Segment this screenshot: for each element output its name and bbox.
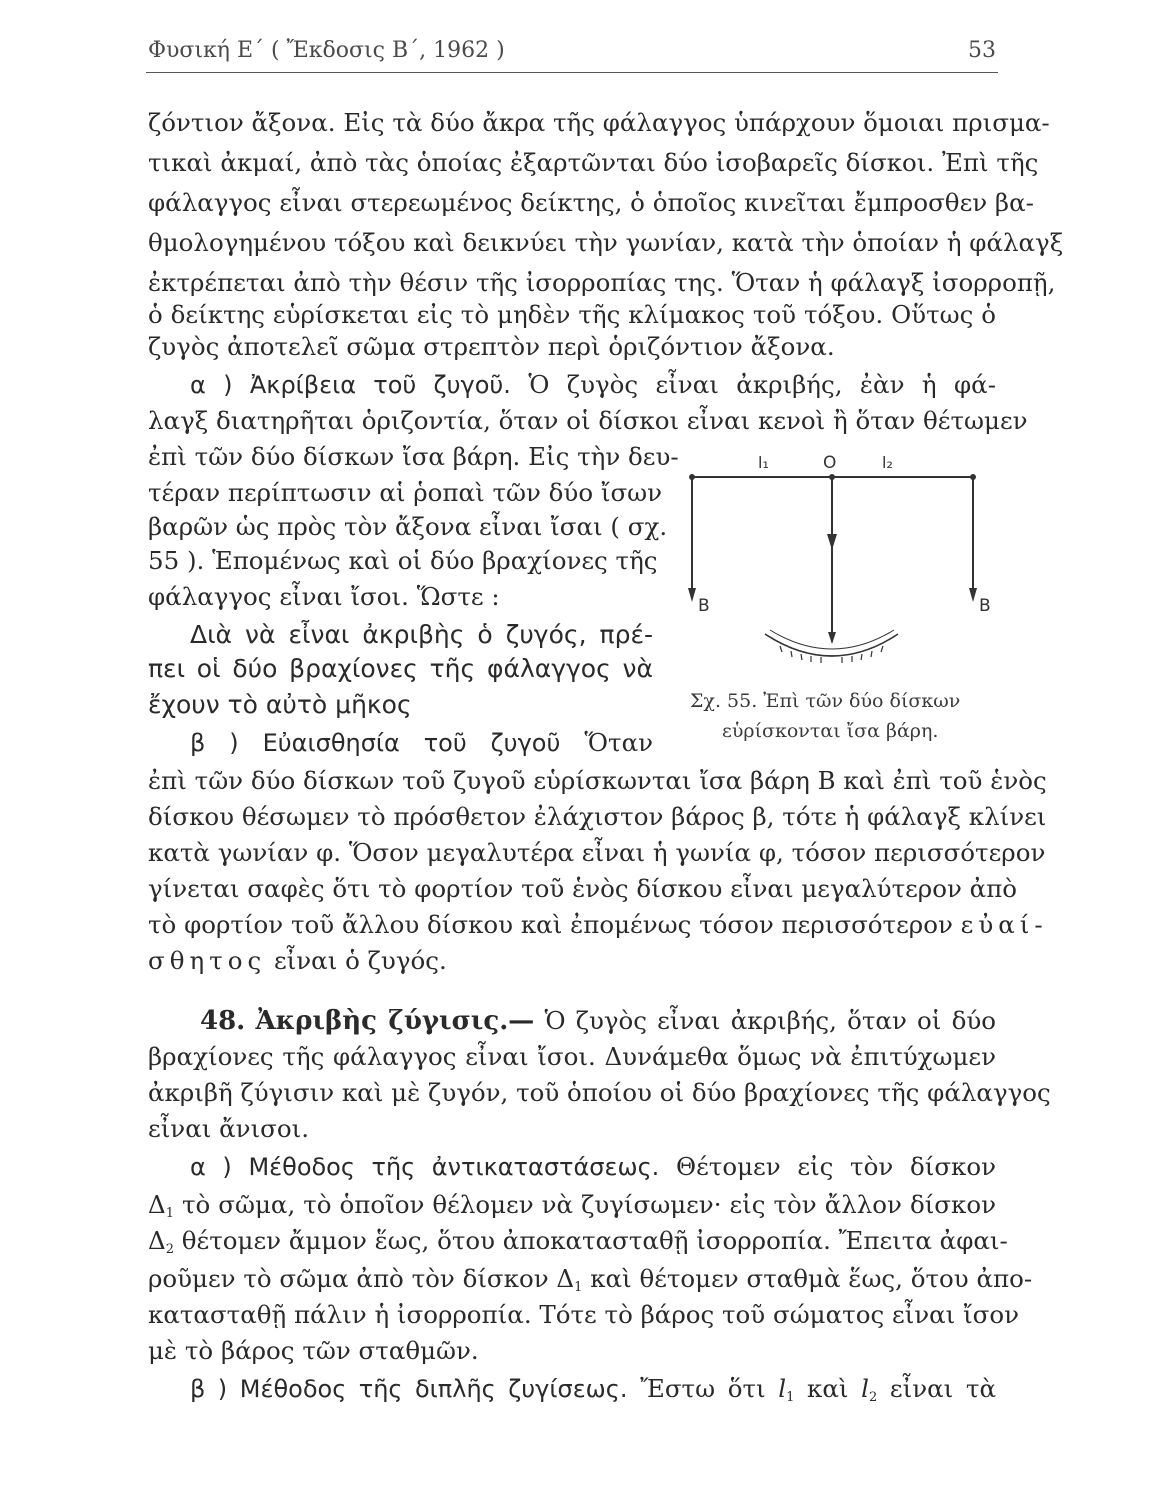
symbol-d: Δ [148, 1190, 166, 1219]
text-line: ζόντιον ἄξονα. Εἰς τὰ δύο ἄκρα τῆς φάλαγγος ὑπάρχουν ὅμοιαι πρισμα- [148, 108, 1050, 137]
label-b-left: B [698, 596, 710, 616]
right-force-arrow [969, 588, 977, 602]
subscript: 2 [165, 1242, 174, 1257]
section-48-line1-rest: Ὁ ζυγὸς εἶναι ἀκριβής, ὅταν οἱ δύο [544, 1006, 997, 1035]
left-pivot [689, 474, 695, 480]
label-b-right: B [979, 596, 991, 616]
method-a-line2: τὸ σῶμα, τὸ ὁποῖον θέλομεν νὰ ζυγίσωμεν· εἰς τὸν ἄλλον δίσκον [181, 1190, 996, 1219]
method-b-text-a: Ἔστω ὅτι [640, 1374, 766, 1403]
page-number: 53 [968, 38, 996, 63]
figure-caption-line1: Σχ. 55. Ἐπὶ τῶν δύο δίσκων [690, 690, 961, 712]
rule-line: πει οἱ δύο βραχίονες τῆς φάλαγγος νὰ [148, 654, 653, 683]
text-line: ἐπὶ τῶν δύο δίσκων τοῦ ζυγοῦ εὑρίσκωνται ἴσα βάρη Β καὶ ἐπὶ τοῦ ἑνὸς [148, 766, 1047, 795]
text-line: μὲ τὸ βάρος τῶν σταθμῶν. [148, 1336, 479, 1365]
spaced-word: εὐαί- [960, 910, 1048, 939]
text-line [148, 1188, 996, 1222]
method-b-text-b: καὶ [807, 1374, 849, 1403]
beta-final-rest: εἶναι ὁ ζυγός. [273, 946, 447, 975]
spaced-word: σθητος [148, 946, 267, 975]
text-line: φάλαγγος εἶναι ἴσοι. Ὥστε : [148, 582, 500, 611]
text-line: δίσκου θέσωμεν τὸ πρόσθετον ἐλάχιστον βάρος β, τότε ἡ φάλαγξ κλίνει [148, 802, 1047, 831]
subscript: 1 [574, 1280, 583, 1295]
method-a-marker: α ) [190, 1153, 232, 1181]
symbol-l: l [861, 1374, 869, 1403]
text-line [148, 1224, 1008, 1258]
alpha-marker: α ) [190, 371, 233, 399]
section-48-heading-line [200, 1004, 996, 1038]
beta-heading: Εὐαισθησία τοῦ ζυγοῦ [262, 729, 561, 757]
text-line: γίνεται σαφὲς ὅτι τὸ φορτίον τοῦ ἑνὸς δίσκου εἶναι μεγαλύτερον ἀπὸ [148, 874, 1018, 903]
symbol-d: Δ [556, 1264, 575, 1293]
subscript: 1 [786, 1390, 795, 1405]
beta-heading-line [190, 726, 653, 760]
rule-line: Διὰ νὰ εἶναι ἀκριβὴς ὁ ζυγός, πρέ- [190, 620, 653, 649]
text-line: ἐκτρέπεται ἀπὸ τὴν θέσιν τῆς ἰσορροπίας της. Ὅταν ἡ φάλαγξ ἰσορροπῇ, [148, 268, 1056, 297]
label-l2: l₂ [882, 453, 893, 472]
text-line: βραχίονες τῆς φάλαγγος εἶναι ἴσοι. Δυνάμεθα ὅμως νὰ ἐπιτύχωμεν [148, 1042, 996, 1071]
text-line: βαρῶν ὡς πρὸς τὸν ἄξονα εἶναι ἴσαι ( σχ. [148, 512, 668, 541]
text-line: ἐπὶ τῶν δύο δίσκων ἴσα βάρη. Εἰς τὴν δευ- [148, 442, 679, 471]
alpha-heading-line [190, 368, 996, 402]
text-line [148, 1262, 1033, 1296]
figure-caption-line2: εὑρίσκονται ἴσα βάρη. [722, 720, 939, 742]
text-line [148, 908, 1048, 942]
method-a-line4b: καὶ θέτομεν σταθμὰ ἕως, ὅτου ἀπο- [590, 1264, 1033, 1293]
method-a-line3: θέτομεν ἄμμον ἕως, ὅτου ἀποκατασταθῇ ἰσορροπία. Ἔπειτα ἀφαι- [181, 1226, 1008, 1255]
label-l1: l₁ [758, 453, 769, 472]
method-b-marker: β ) [190, 1375, 228, 1403]
text-line: ἀκριβῆ ζύγισιν καὶ μὲ ζυγόν, τοῦ ὁποίου οἱ δύο βραχίονες τῆς φάλαγγος [148, 1078, 1051, 1107]
method-b-heading-line [190, 1372, 996, 1406]
alpha-heading: Ἀκρίβεια τοῦ ζυγοῦ. [249, 371, 511, 399]
beta-marker: β ) [190, 729, 239, 757]
text-line: λαγξ διατηρῆται ὁριζοντία, ὅταν οἱ δίσκοι εἶναι κενοὶ ἢ ὅταν θέτωμεν [148, 406, 1028, 435]
balance-figure [660, 446, 1000, 726]
symbol-d: Δ [148, 1226, 166, 1255]
text-line: κατὰ γωνίαν φ. Ὅσον μεγαλυτέρα εἶναι ἡ γωνία φ, τόσον περισσότερον [148, 838, 1046, 867]
center-pivot [829, 474, 835, 480]
section-title: Ἀκριβὴς ζύγισις.— [255, 1006, 535, 1036]
text-line: τέραν περίπτωσιν αἱ ῥοπαὶ τῶν δύο ἴσων [148, 478, 663, 507]
method-a-heading-line [190, 1150, 996, 1184]
text-line: 55 ). Ἑπομένως καὶ οἱ δύο βραχίονες τῆς [148, 546, 658, 575]
symbol-l: l [778, 1374, 787, 1403]
section-number: 48. [200, 1006, 246, 1036]
method-b-heading: Μέθοδος τῆς διπλῆς ζυγίσεως. [239, 1375, 628, 1403]
text-line: ὁ δείκτης εὑρίσκεται εἰς τὸ μηδὲν τῆς κλίμακος τοῦ τόξου. Οὕτως ὁ [148, 300, 996, 329]
beta-line-text: τὸ φορτίον τοῦ ἄλλου δίσκου καὶ ἐπομένως τόσον περισσότερον [148, 910, 953, 939]
right-pivot [970, 474, 976, 480]
subscript: 2 [869, 1390, 878, 1405]
text-line: τικαὶ ἀκμαί, ἀπὸ τὰς ὁποίας ἐξαρτῶνται δύο ἰσοβαρεῖς δίσκοι. Ἐπὶ τῆς [148, 148, 1039, 177]
running-header [148, 38, 996, 68]
method-a-line4a: ροῦμεν τὸ σῶμα ἀπὸ τὸν δίσκον [148, 1264, 549, 1293]
text-line: εἶναι ἄνισοι. [148, 1114, 310, 1143]
method-a-heading: Μέθοδος τῆς ἀντικαταστάσεως. [248, 1153, 660, 1181]
alpha-line1-rest: Ὁ ζυγὸς εἶναι ἀκριβής, ἐὰν ἡ φά- [528, 370, 996, 399]
pointer-tip [828, 632, 836, 644]
beta-heading-rest: Ὅταν [584, 728, 654, 757]
subscript: 1 [165, 1206, 174, 1221]
left-force-arrow [688, 588, 696, 602]
rule-line: ἔχουν τὸ αὐτὸ μῆκος [148, 690, 412, 719]
header-rule [146, 72, 998, 73]
text-line: ζυγὸς ἀποτελεῖ σῶμα στρεπτὸν περὶ ὁριζόντιον ἄξονα. [148, 332, 835, 361]
text-line: κατασταθῇ πάλιν ἡ ἰσορροπία. Τότε τὸ βάρος τοῦ σώματος εἶναι ἴσον [148, 1300, 1020, 1329]
text-line: φάλαγγος εἶναι στερεωμένος δείκτης, ὁ ὁποῖος κινεῖται ἔμπροσθεν βα- [148, 188, 1034, 217]
method-b-text-c: εἶναι τὰ [889, 1374, 996, 1403]
book-title: Φυσική Ε΄ ( Ἔκδοσις Β΄, 1962 ) [148, 38, 505, 63]
text-line [148, 944, 447, 978]
label-o: O [823, 453, 837, 473]
method-a-line1-rest: Θέτομεν εἰς τὸν δίσκον [676, 1152, 997, 1181]
text-line: θμολογημένου τόξου καὶ δεικνύει τὴν γωνίαν, κατὰ τὴν ὁποίαν ἡ φάλαγξ [148, 228, 1064, 257]
center-force-arrow [827, 534, 837, 550]
